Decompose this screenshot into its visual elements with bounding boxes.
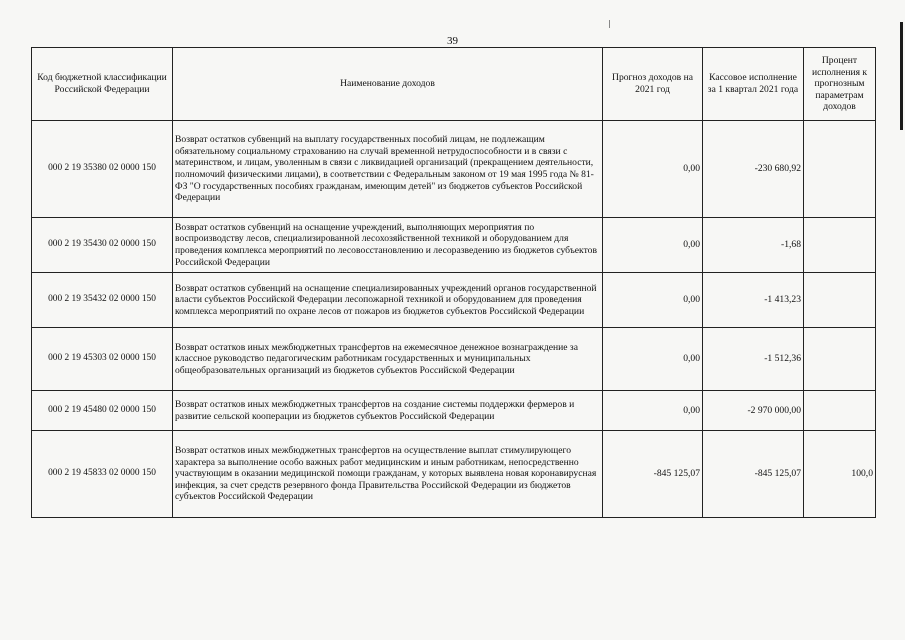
row-code: 000 2 19 35430 02 0000 150 — [32, 218, 173, 273]
row-percent — [804, 218, 876, 273]
row-name: Возврат остатков субвенций на оснащение учреждений, выполняющих мероприятия по воспроизводству лесов, специализированной лесохозяйственной техникой и оборудованием для проведения комплекса мероприятий по лесовосстановлению и лесоразведению из бюджетов субъектов Российской Федерации — [173, 218, 603, 273]
row-name: Возврат остатков иных межбюджетных трансфертов на создание системы поддержки фермеров и развитие сельской кооперации из бюджетов субъектов Российской Федерации — [173, 391, 603, 431]
header-name: Наименование доходов — [173, 48, 603, 121]
table-row — [32, 391, 876, 431]
row-cash: -1 512,36 — [703, 328, 804, 391]
row-forecast: -845 125,07 — [603, 431, 703, 518]
table-row — [32, 328, 876, 391]
row-code: 000 2 19 45833 02 0000 150 — [32, 431, 173, 518]
row-forecast: 0,00 — [603, 121, 703, 218]
row-percent — [804, 121, 876, 218]
scan-edge-mark — [900, 22, 903, 130]
row-name: Возврат остатков субвенций на выплату государственных пособий лицам, не подлежащим обязательному социальному страхованию на случай временной нетрудоспособности и в связи с материнством, и лицам, уволенным в связи с ликвидацией организаций (прекращением деятельности, полномочий физическими лицами), в соответствии с Федеральным законом от 19 мая 1995 года № 81-ФЗ "О государственных пособиях гражданам, имеющим детей" из бюджетов субъектов Российской Федерации — [173, 121, 603, 218]
row-cash: -2 970 000,00 — [703, 391, 804, 431]
table-header-row — [32, 48, 876, 121]
row-name: Возврат остатков иных межбюджетных трансфертов на осуществление выплат стимулирующего характера за выполнение особо важных работ медицинским и иным работникам, непосредственно участвующим в оказании медицинской помощи гражданам, у которых выявлена новая коронавирусная инфекция, за счет средств резервного фонда Правительства Российской Федерации из бюджетов субъектов Российской Федерации — [173, 431, 603, 518]
row-name: Возврат остатков субвенций на оснащение специализированных учреждений органов государственной власти субъектов Российской Федерации лесопожарной техникой и оборудованием для проведения комплекса мероприятий по охране лесов от пожаров из бюджетов субъектов Российской Федерации — [173, 273, 603, 328]
row-cash: -230 680,92 — [703, 121, 804, 218]
table-row — [32, 273, 876, 328]
row-code: 000 2 19 45480 02 0000 150 — [32, 391, 173, 431]
row-forecast: 0,00 — [603, 391, 703, 431]
row-percent — [804, 391, 876, 431]
row-code: 000 2 19 35380 02 0000 150 — [32, 121, 173, 218]
table-row — [32, 431, 876, 518]
scan-tick-mark — [609, 20, 610, 28]
row-forecast: 0,00 — [603, 218, 703, 273]
row-cash: -1 413,23 — [703, 273, 804, 328]
row-percent: 100,0 — [804, 431, 876, 518]
revenue-table — [31, 47, 876, 518]
row-cash: -845 125,07 — [703, 431, 804, 518]
header-percent: Процент исполнения к прогнозным параметрам доходов — [804, 48, 876, 121]
table-row — [32, 121, 876, 218]
row-code: 000 2 19 35432 02 0000 150 — [32, 273, 173, 328]
page-number: 39 — [447, 35, 458, 47]
row-forecast: 0,00 — [603, 328, 703, 391]
header-forecast: Прогноз доходов на 2021 год — [603, 48, 703, 121]
row-percent — [804, 328, 876, 391]
header-cash: Кассовое исполнение за 1 квартал 2021 года — [703, 48, 804, 121]
row-cash: -1,68 — [703, 218, 804, 273]
table-row — [32, 218, 876, 273]
row-forecast: 0,00 — [603, 273, 703, 328]
row-name: Возврат остатков иных межбюджетных трансфертов на ежемесячное денежное вознаграждение за классное руководство педагогическим работникам государственных и муниципальных общеобразовательных организаций из бюджетов субъектов Российской Федерации — [173, 328, 603, 391]
row-code: 000 2 19 45303 02 0000 150 — [32, 328, 173, 391]
row-percent — [804, 273, 876, 328]
header-code: Код бюджетной классификации Российской Федерации — [32, 48, 173, 121]
